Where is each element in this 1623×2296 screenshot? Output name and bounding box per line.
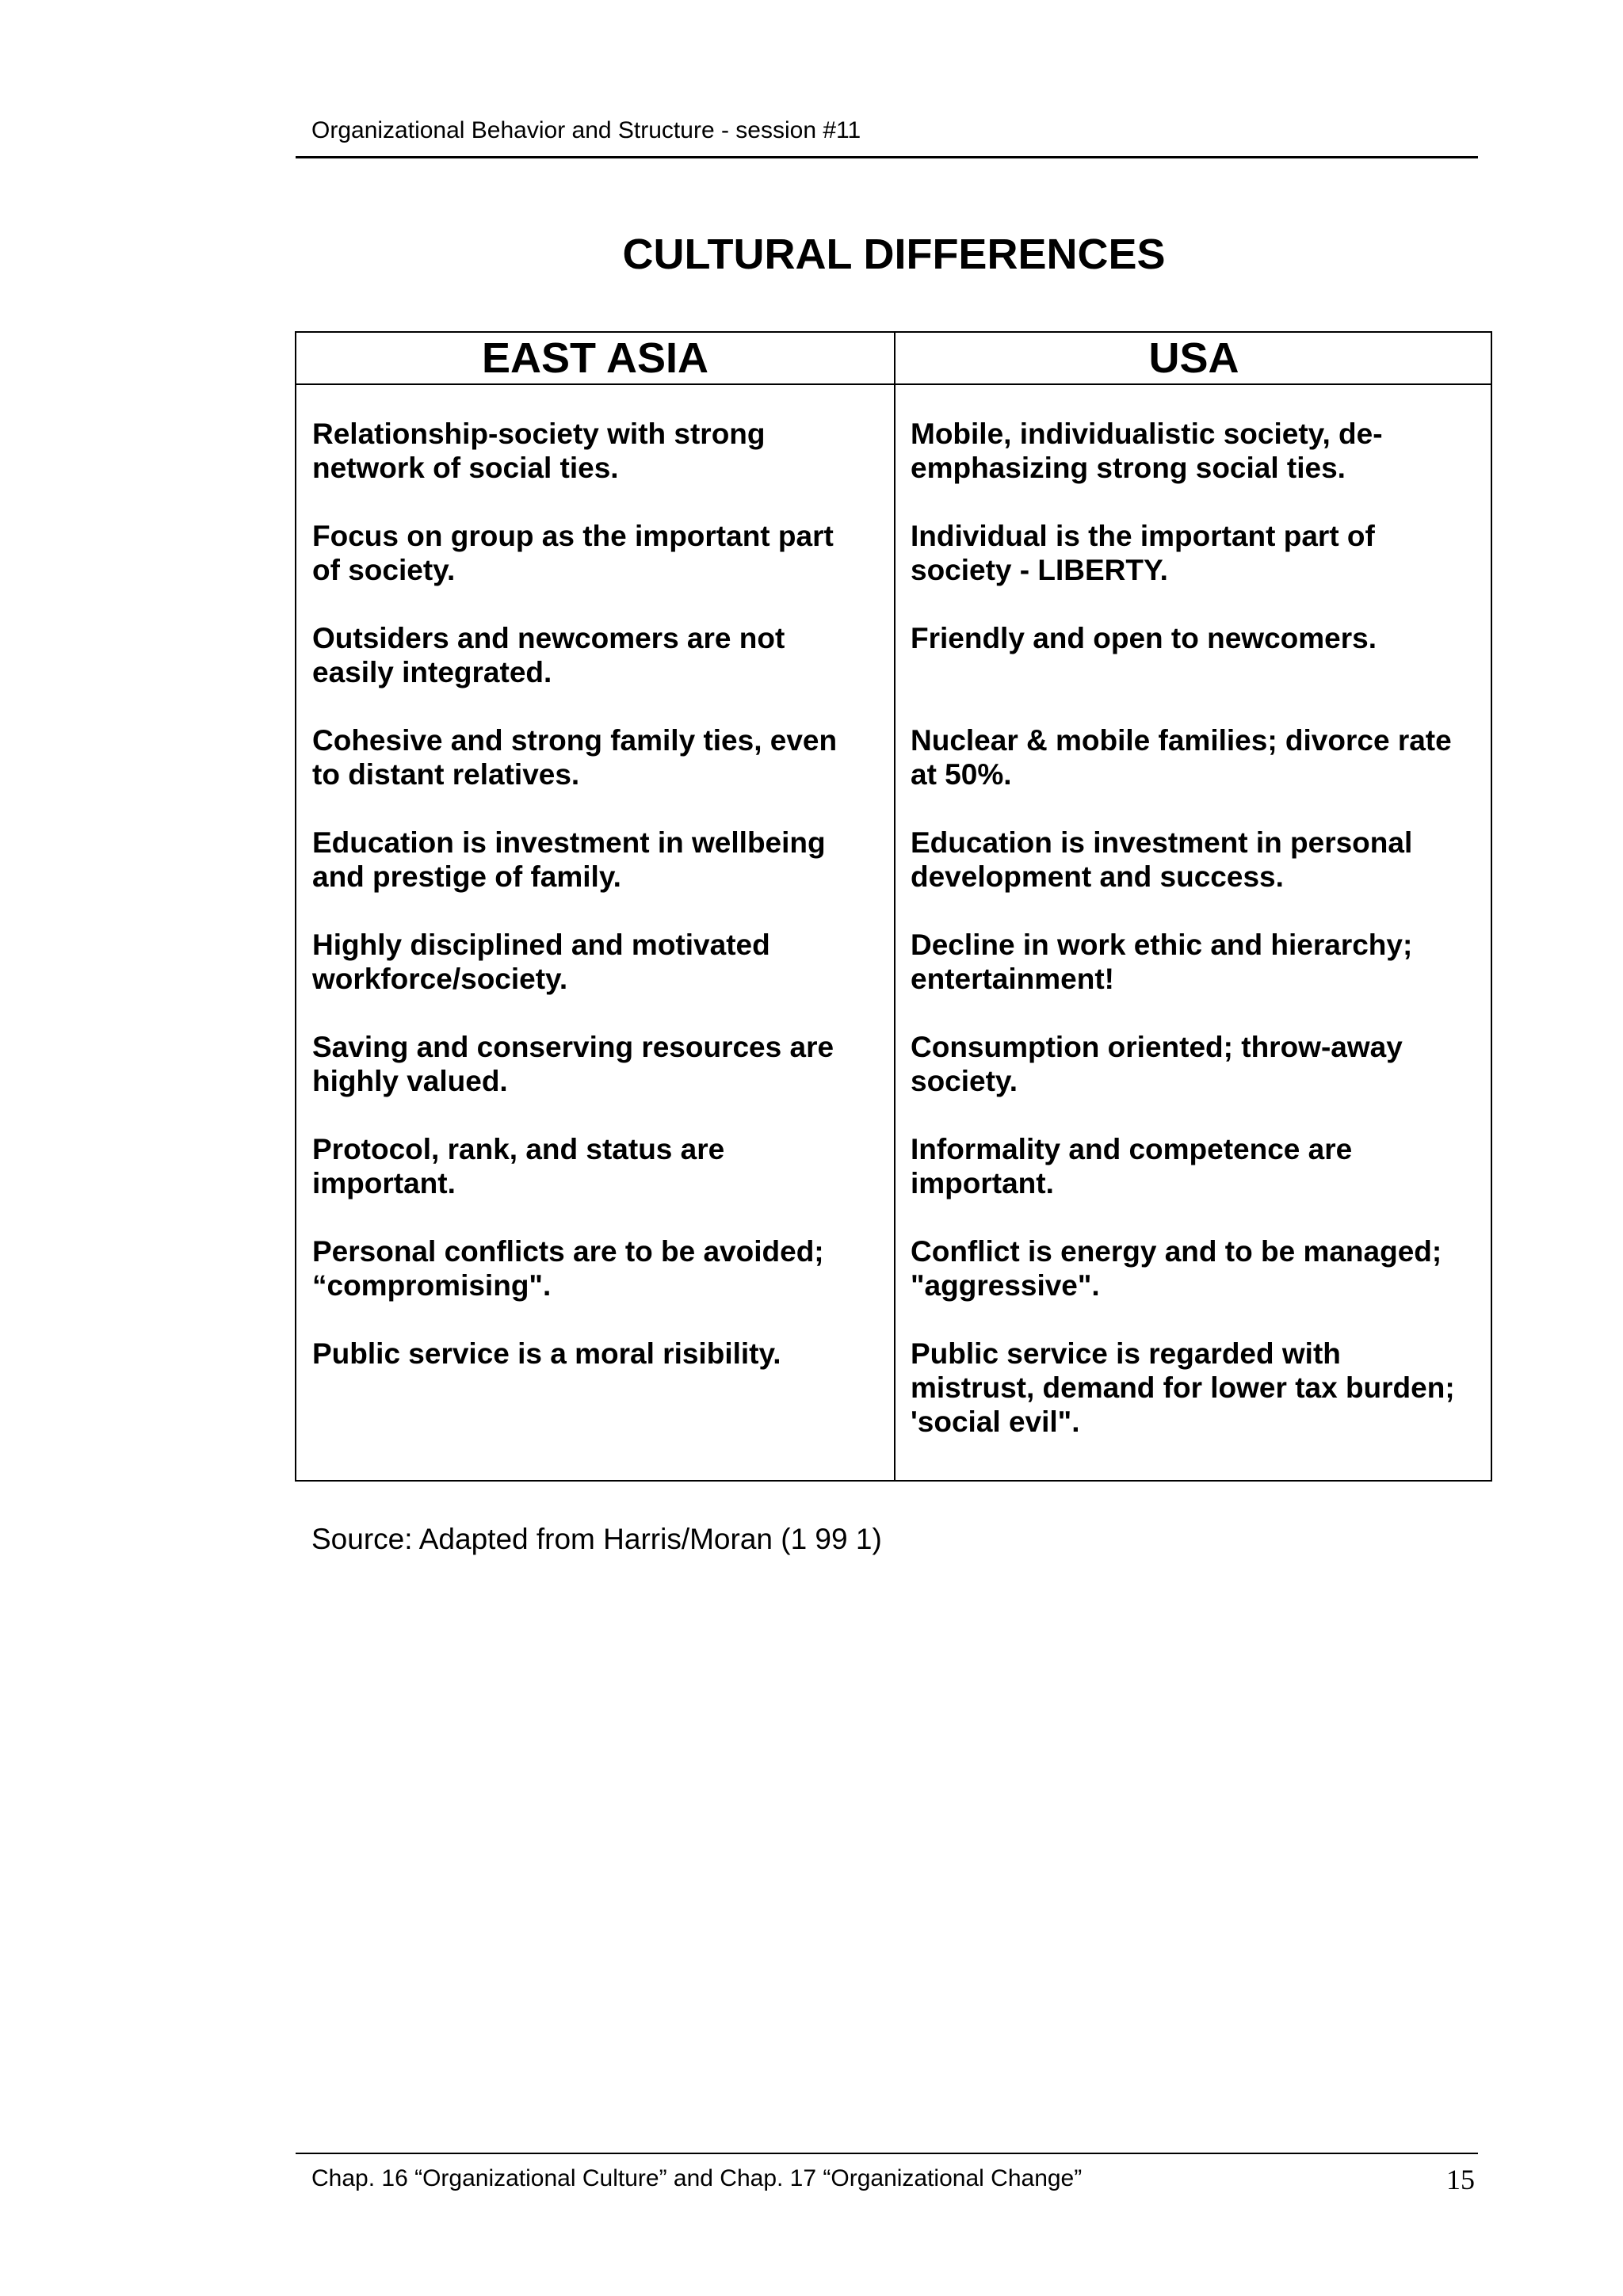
cell-line: Relationship-society with strong bbox=[312, 418, 766, 450]
cell-line: of society. bbox=[312, 554, 456, 586]
cell-line: Nuclear & mobile families; divorce rate bbox=[911, 724, 1452, 757]
cell-line: Individual is the important part of bbox=[911, 520, 1375, 552]
cell-line: Focus on group as the important part bbox=[312, 520, 834, 552]
table-cell-usa bbox=[911, 928, 1497, 996]
running-footer: Chap. 16 “Organizational Culture” and Chap. 17 “Organizational Change” bbox=[311, 2165, 1083, 2191]
cell-line: to distant relatives. bbox=[312, 758, 580, 791]
cell-line: Personal conflicts are to be avoided; bbox=[312, 1235, 824, 1268]
table-cell-east-asia bbox=[312, 1030, 899, 1098]
footer-rule bbox=[296, 2153, 1478, 2154]
table-cell-east-asia bbox=[312, 826, 899, 894]
running-header: Organizational Behavior and Structure - session #11 bbox=[311, 117, 861, 143]
cell-line: Education is investment in wellbeing bbox=[312, 826, 826, 859]
table-cell-east-asia bbox=[312, 519, 899, 587]
cell-line: network of social ties. bbox=[312, 452, 619, 484]
table-cell-east-asia bbox=[312, 1337, 899, 1371]
cell-line: Outsiders and newcomers are not bbox=[312, 622, 785, 654]
cell-line: Mobile, individualistic society, de- bbox=[911, 418, 1383, 450]
page-number: 15 bbox=[1446, 2164, 1475, 2195]
cell-line: 'social evil". bbox=[911, 1405, 1080, 1438]
cell-line: Education is investment in personal bbox=[911, 826, 1413, 859]
table-cell-east-asia bbox=[312, 417, 899, 485]
cell-line: Public service is regarded with bbox=[911, 1337, 1341, 1370]
table-cell-east-asia bbox=[312, 621, 899, 689]
cell-line: entertainment! bbox=[911, 963, 1114, 995]
cell-line: Protocol, rank, and status are bbox=[312, 1133, 725, 1165]
cell-line: “compromising". bbox=[312, 1269, 552, 1302]
table-cell-east-asia bbox=[312, 723, 899, 791]
header-rule bbox=[296, 156, 1478, 158]
column-header-usa: USA bbox=[1148, 334, 1239, 382]
column-header-east-asia: EAST ASIA bbox=[481, 334, 709, 382]
cell-line: Public service is a moral risibility. bbox=[312, 1337, 781, 1370]
header-row-divider bbox=[296, 383, 1491, 385]
table-cell-usa bbox=[911, 1337, 1497, 1439]
column-divider bbox=[894, 333, 896, 1480]
cell-line: society - LIBERTY. bbox=[911, 554, 1168, 586]
cell-line: Saving and conserving resources are bbox=[312, 1031, 834, 1063]
cell-line: highly valued. bbox=[312, 1065, 508, 1097]
cell-line: emphasizing strong social ties. bbox=[911, 452, 1346, 484]
table-cell-east-asia bbox=[312, 928, 899, 996]
cell-line: important. bbox=[911, 1167, 1054, 1199]
comparison-table bbox=[295, 331, 1492, 1482]
cell-line: at 50%. bbox=[911, 758, 1012, 791]
table-cell-usa bbox=[911, 723, 1497, 791]
cell-line: and prestige of family. bbox=[312, 860, 621, 893]
page-title: CULTURAL DIFFERENCES bbox=[622, 231, 1166, 278]
cell-line: easily integrated. bbox=[312, 656, 552, 688]
table-cell-usa bbox=[911, 826, 1497, 894]
table-cell-east-asia bbox=[312, 1234, 899, 1302]
cell-line: "aggressive". bbox=[911, 1269, 1100, 1302]
source-note: Source: Adapted from Harris/Moran (1 99 1) bbox=[311, 1523, 882, 1555]
cell-line: Friendly and open to newcomers. bbox=[911, 622, 1377, 654]
table-cell-usa bbox=[911, 519, 1497, 587]
cell-line: development and success. bbox=[911, 860, 1284, 893]
cell-line: mistrust, demand for lower tax burden; bbox=[911, 1371, 1455, 1404]
table-cell-usa bbox=[911, 417, 1497, 485]
table-cell-usa bbox=[911, 1234, 1497, 1302]
table-cell-usa bbox=[911, 621, 1497, 655]
cell-line: Conflict is energy and to be managed; bbox=[911, 1235, 1442, 1268]
cell-line: Decline in work ethic and hierarchy; bbox=[911, 929, 1413, 961]
table-cell-usa bbox=[911, 1030, 1497, 1098]
cell-line: important. bbox=[312, 1167, 456, 1199]
cell-line: Informality and competence are bbox=[911, 1133, 1353, 1165]
table-cell-usa bbox=[911, 1132, 1497, 1200]
cell-line: workforce/society. bbox=[312, 963, 568, 995]
cell-line: Cohesive and strong family ties, even bbox=[312, 724, 838, 757]
cell-line: Consumption oriented; throw-away bbox=[911, 1031, 1403, 1063]
cell-line: Highly disciplined and motivated bbox=[312, 929, 770, 961]
table-cell-east-asia bbox=[312, 1132, 899, 1200]
cell-line: society. bbox=[911, 1065, 1018, 1097]
